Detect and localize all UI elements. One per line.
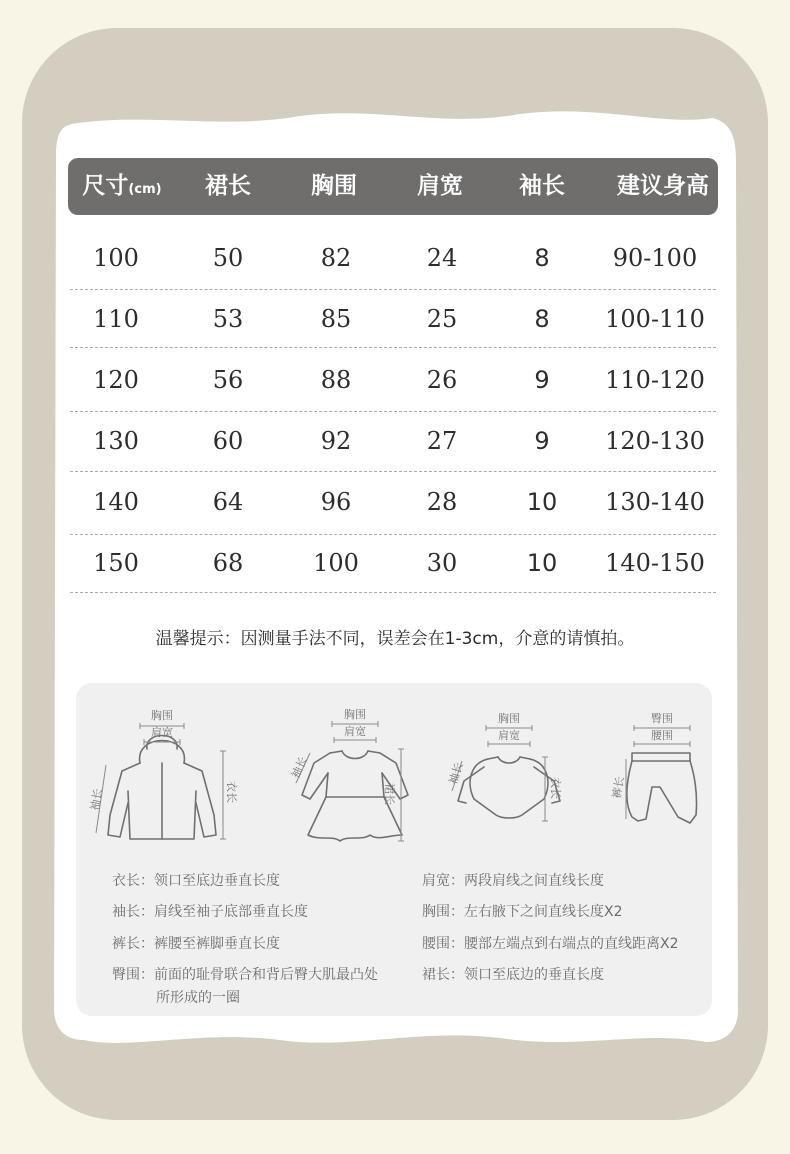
- definition-item: 胸围：左右腋下之间直线长度X2: [422, 904, 623, 920]
- cell-size: 120: [93, 366, 139, 394]
- pants-figure: [598, 703, 708, 853]
- table-row: [68, 228, 718, 289]
- romper-sleeve-label: 袖长: [446, 760, 466, 786]
- definition-item: 衣长：领口至底边垂直长度: [112, 873, 280, 889]
- cell-height: 120-130: [605, 427, 705, 455]
- table-row: [68, 411, 718, 472]
- romper-shoulder-label: 肩宽: [498, 729, 520, 742]
- dress-shoulder-label: 肩宽: [344, 725, 366, 738]
- jacket-shoulder-label: 肩宽: [151, 726, 173, 739]
- romper-chest-label: 胸围: [498, 712, 520, 725]
- cell-shoulder: 26: [426, 366, 458, 394]
- cell-chest: 88: [320, 366, 352, 394]
- cell-size: 150: [93, 549, 139, 577]
- cell-height: 100-110: [605, 305, 705, 333]
- cell-shoulder: 30: [426, 549, 458, 577]
- cell-sleeve: 8: [534, 305, 550, 333]
- cell-dress-length: 56: [212, 366, 244, 394]
- definition-item: 臀围：前面的耻骨联合和背后臀大肌最凸处: [112, 967, 378, 983]
- cell-size: 140: [93, 488, 139, 516]
- cell-sleeve: 8: [534, 244, 550, 272]
- cell-dress-length: 64: [212, 488, 244, 516]
- cell-shoulder: 27: [426, 427, 458, 455]
- jacket-sleeve-label: 袖长: [88, 787, 105, 812]
- header-chest: 胸围: [311, 173, 357, 199]
- header-sleeve: 袖长: [519, 173, 565, 199]
- cell-chest: 92: [320, 427, 352, 455]
- header-height: 建议身高: [617, 173, 709, 199]
- jacket-figure: [88, 703, 238, 853]
- cell-sleeve: 10: [526, 488, 558, 516]
- dress-figure: [290, 703, 420, 853]
- cell-size: 100: [93, 244, 139, 272]
- cell-chest: 85: [320, 305, 352, 333]
- row-divider: [70, 347, 716, 348]
- table-row: [68, 350, 718, 411]
- cell-chest: 96: [320, 488, 352, 516]
- cell-height: 90-100: [612, 244, 698, 272]
- jacket-chest-label: 胸围: [151, 709, 173, 722]
- cell-sleeve: 10: [526, 549, 558, 577]
- cell-height: 140-150: [605, 549, 705, 577]
- cell-dress-length: 60: [212, 427, 244, 455]
- definition-item: 裙长：领口至底边的垂直长度: [422, 967, 604, 983]
- cell-size: 130: [93, 427, 139, 455]
- cell-height: 110-120: [605, 366, 705, 394]
- cell-dress-length: 68: [212, 549, 244, 577]
- dress-sleeve-label: 袖长: [288, 754, 311, 781]
- table-row: [68, 533, 718, 594]
- definition-item-continued: 所形成的一圈: [156, 990, 240, 1006]
- dress-chest-label: 胸围: [344, 708, 366, 721]
- header-size: 尺寸(cm): [82, 173, 162, 199]
- cell-chest: 82: [320, 244, 352, 272]
- cell-shoulder: 28: [426, 488, 458, 516]
- jacket-length-label: 衣长: [225, 781, 238, 803]
- cell-shoulder: 24: [426, 244, 458, 272]
- cell-dress-length: 50: [212, 244, 244, 272]
- cell-size: 110: [93, 305, 139, 333]
- definition-item: 腰围：腰部左端点到右端点的直线距离X2: [422, 936, 679, 952]
- measurement-tip: 温馨提示：因测量手法不同，误差会在1-3cm，介意的请慎拍。: [155, 629, 635, 649]
- definition-item: 袖长：肩线至袖子底部垂直长度: [112, 904, 308, 920]
- cell-shoulder: 25: [426, 305, 458, 333]
- table-row: [68, 472, 718, 533]
- cell-dress-length: 53: [212, 305, 244, 333]
- cell-height: 130-140: [605, 488, 705, 516]
- definition-item: 裤长：裤腰至裤脚垂直长度: [112, 936, 280, 952]
- dress-length-label: 裙长: [383, 783, 396, 805]
- cell-sleeve: 9: [534, 427, 550, 455]
- pants-waist-label: 腰围: [651, 729, 673, 742]
- cell-sleeve: 9: [534, 366, 550, 394]
- pants-length-label: 裤长: [610, 775, 627, 800]
- row-divider: [70, 592, 716, 593]
- table-header: [68, 158, 718, 215]
- header-shoulder: 肩宽: [417, 173, 463, 199]
- romper-length-label: 衣长: [549, 777, 562, 799]
- cell-chest: 100: [313, 549, 359, 577]
- definition-item: 肩宽：两段肩线之间直线长度: [422, 873, 604, 889]
- header-dress-length: 裙长: [205, 173, 251, 199]
- romper-figure: [444, 703, 574, 853]
- pants-hip-label: 臀围: [651, 712, 673, 725]
- table-row: [68, 289, 718, 350]
